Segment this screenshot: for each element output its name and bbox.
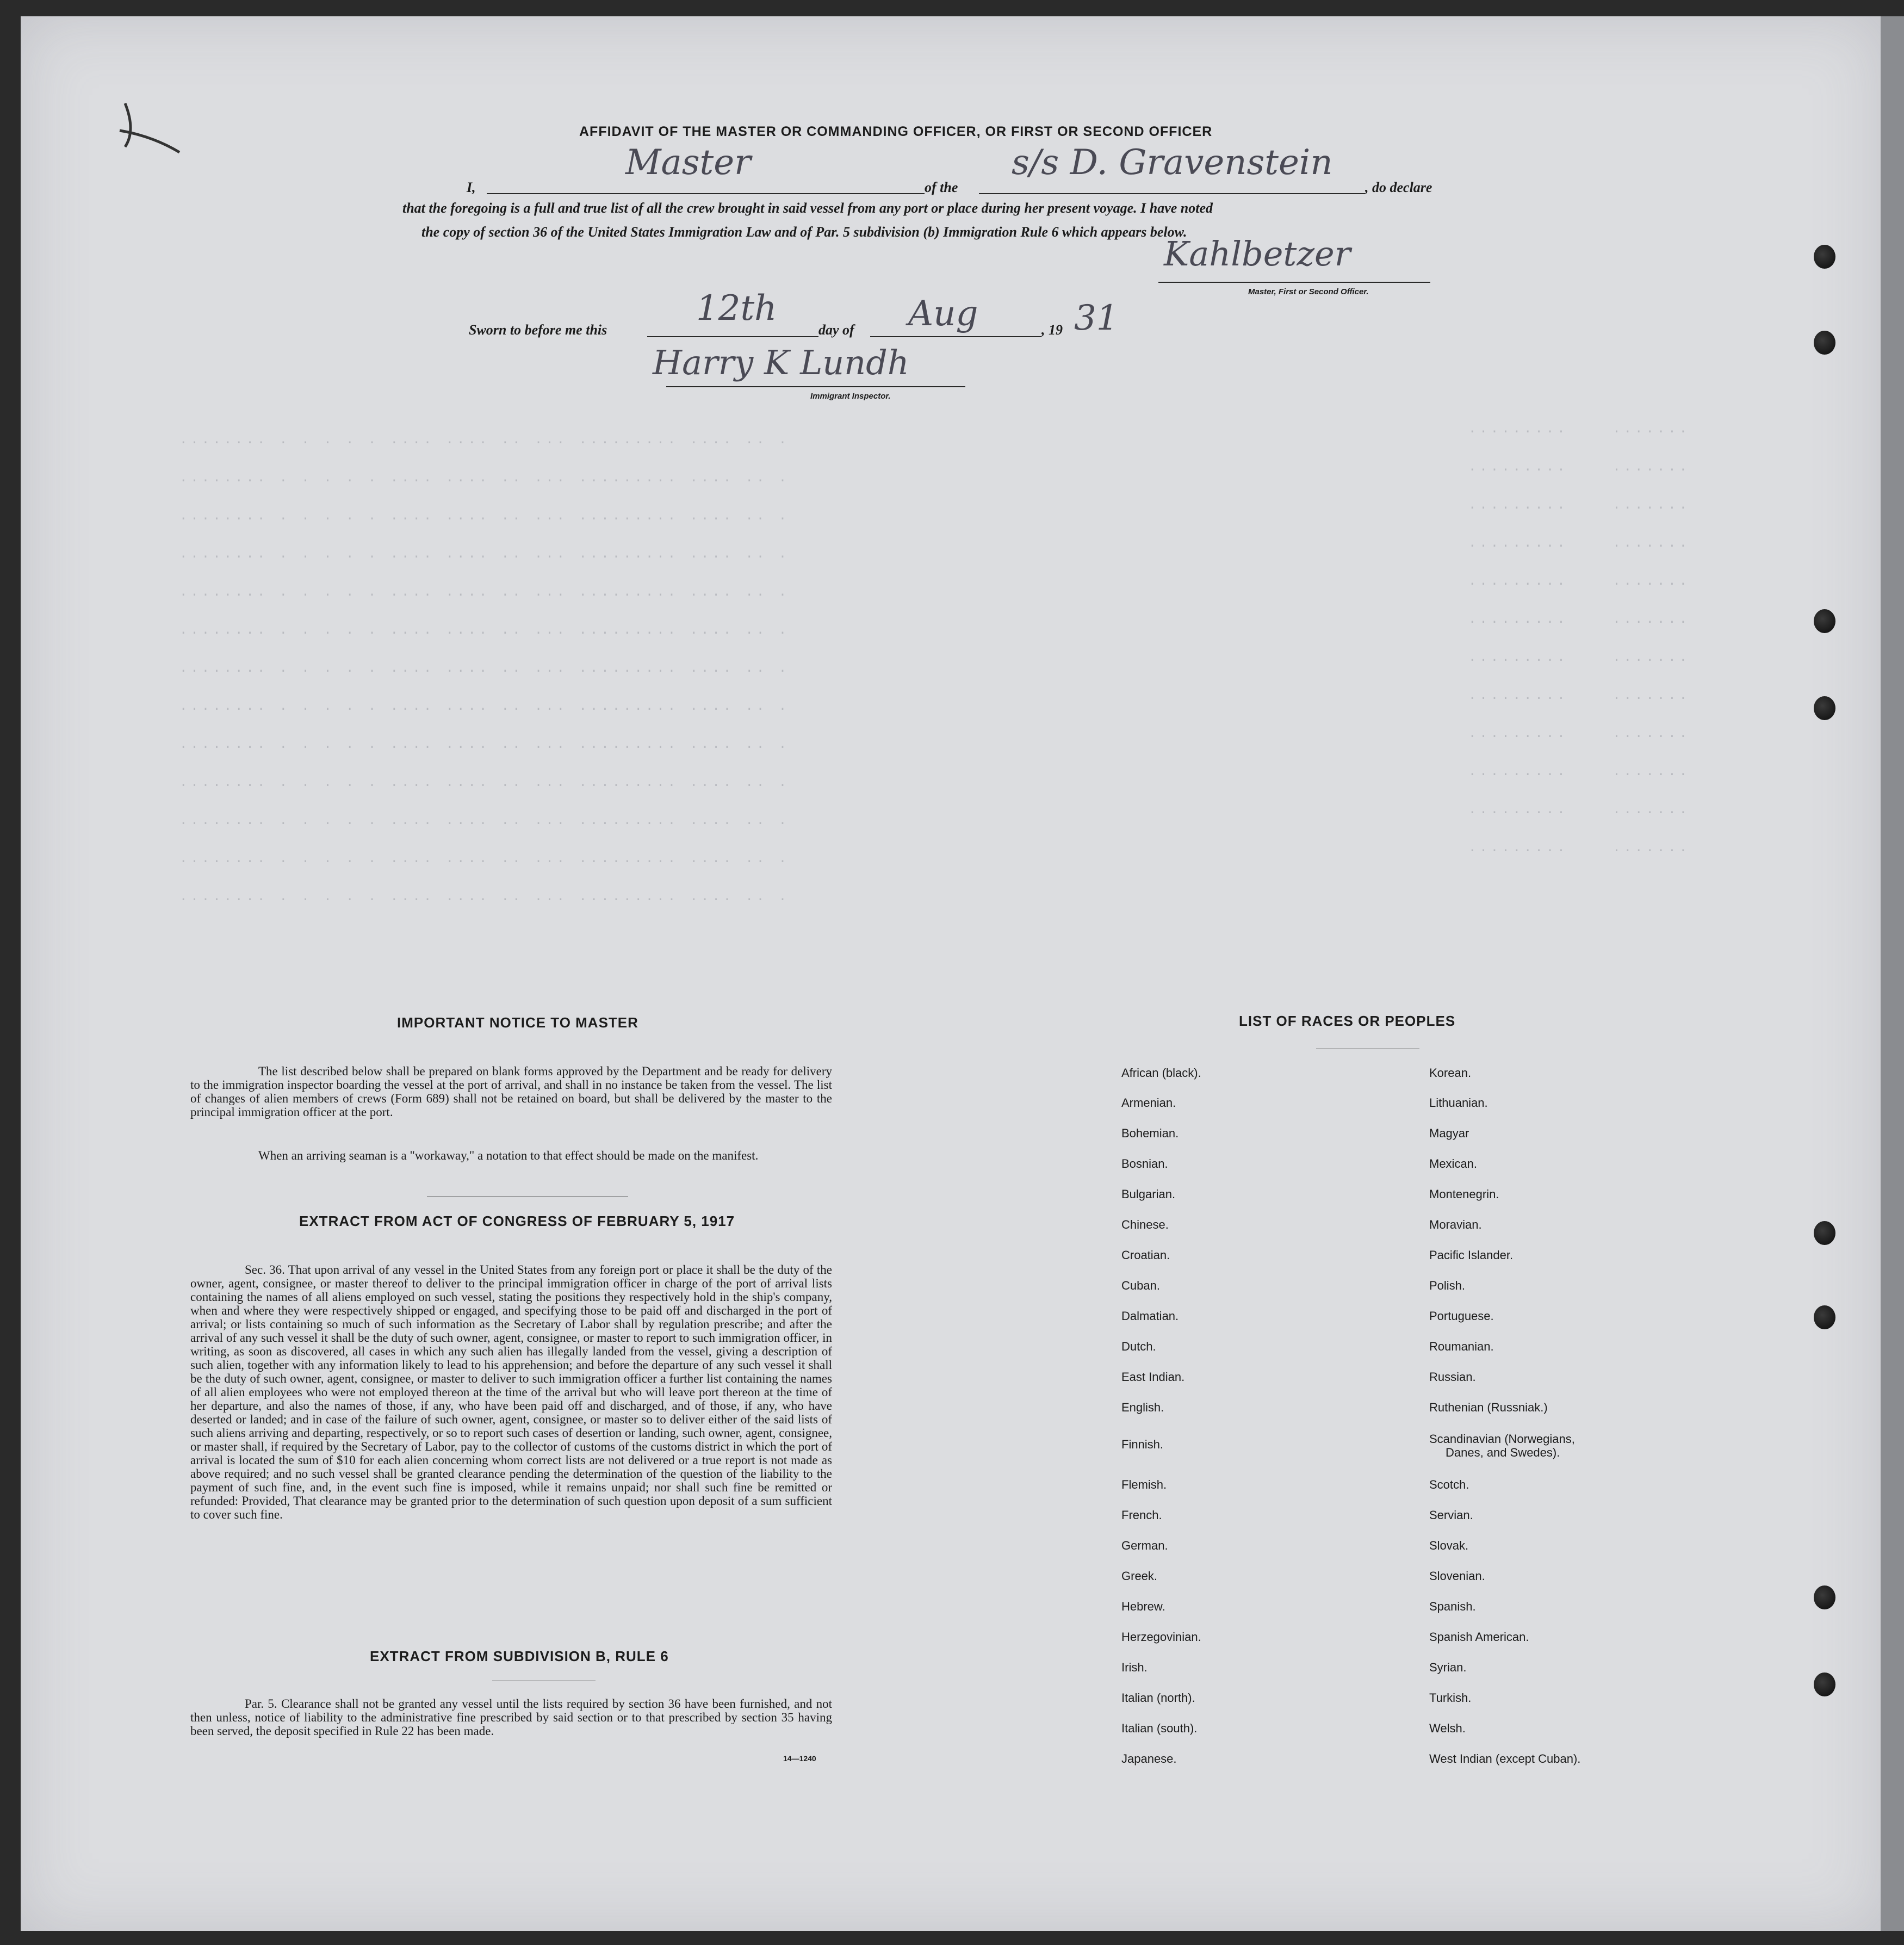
punch-hole — [1814, 1585, 1835, 1609]
race-item: Croatian. — [1121, 1248, 1170, 1262]
of-the-label: of the — [925, 179, 958, 195]
race-item: Dutch. — [1121, 1340, 1156, 1353]
race-item: Japanese. — [1121, 1752, 1177, 1766]
corner-mark-icon — [114, 98, 185, 158]
punch-hole — [1814, 609, 1835, 633]
do-declare-label: , do declare — [1365, 179, 1432, 195]
month-line — [870, 336, 1041, 337]
vessel-handwritten: s/s D. Gravenstein — [1012, 143, 1333, 183]
race-item: Polish. — [1429, 1279, 1466, 1292]
notice-paragraph-1: The list described below shall be prepared on blank forms approved by the Department and be ready for delivery to the immigration inspector boarding the vessel at the port of arrival, and shall in no instance be taken from the vessel. The list of changes of alien members of crews (Form 689) shall not be retained on board, but shall be delivered by the master to the principal immigration officer at the port. — [190, 1064, 832, 1119]
punch-hole — [1814, 1305, 1835, 1329]
race-item: Hebrew. — [1121, 1600, 1165, 1613]
notice-heading: IMPORTANT NOTICE TO MASTER — [397, 1014, 638, 1031]
race-item: Ruthenian (Russniak.) — [1429, 1401, 1548, 1414]
race-item: Italian (north). — [1121, 1691, 1195, 1705]
race-item: Dalmatian. — [1121, 1309, 1179, 1323]
race-item: Chinese. — [1121, 1218, 1169, 1231]
race-item: Herzegovinian. — [1121, 1630, 1201, 1644]
race-item: Bosnian. — [1121, 1157, 1168, 1170]
race-item: Bulgarian. — [1121, 1187, 1176, 1201]
affidavit-line-2: that the foregoing is a full and true list of all the crew brought in said vessel from any port or place during her present voyage. I have noted — [402, 200, 1213, 216]
affidavit-line-3: the copy of section 36 of the United States Immigration Law and of Par. 5 subdivision (b) Immigration Rule 6 which appears below. — [421, 224, 1187, 240]
inspector-caption: Immigrant Inspector. — [810, 392, 891, 401]
extract-act-text: Sec. 36. That upon arrival of any vessel in the United States from any foreign port or place it shall be the duty of the owner, agent, consignee, or master thereof to deliver to the principal immigration officer in charge of the port of arrival lists containing the names of all aliens employed on such vessel, stating the positions they respectively hold in the ship's company, when and where they were respectively shipped or engaged, and specifying those to be paid off and discharged in the port of arrival; or lists containing so much of such information as the Secretary of Labor shall by regulation prescribe; and after the arrival of any such vessel it shall be the duty of such owner, agent, consignee, or master to report to such immigration officer, in writing, as soon as discovered, all cases in which any such alien has illegally landed from the vessel, giving a description of such alien, together with any information likely to lead to his apprehension; and before the departure of any such vessel it shall be the duty of such owner, agent, consignee, or master to deliver to such immigration officer a further list containing the names of all alien employees who were not employed thereon at the time of the arrival but who will leave port thereon at the time of her departure, and also the names of those, if any, who have been paid off and discharged, and of those, if any, who have deserted or landed; and in case of the failure of such owner, agent, consignee, or master so to deliver either of the said lists of such aliens arriving and departing, respectively, or so to report such cases of desertion or landing, such owner, agent, consignee, or master shall, if required by the Secretary of Labor, pay to the collector of customs of the customs district in which the port of arrival is located the sum of $10 for each alien concerning whom correct lists are not delivered or a true report is not made as above required; and no such vessel shall be granted clearance pending the determination of the question of the liability to the payment of such fine, and, in the event such fine is imposed, while it remains unpaid; nor shall such fine be remitted or refunded: Provided, That clearance may be granted prior to the determination of such question upon deposit of a sum sufficient to cover such fine. — [190, 1263, 832, 1521]
race-item: Slovak. — [1429, 1539, 1469, 1552]
punch-hole — [1814, 696, 1835, 720]
officer-handwritten: Master — [625, 143, 751, 183]
punch-hole — [1814, 1673, 1835, 1696]
extract-act-heading: EXTRACT FROM ACT OF CONGRESS OF FEBRUARY 5, 1917 — [299, 1213, 735, 1229]
race-item: French. — [1121, 1508, 1162, 1522]
race-item: African (black). — [1121, 1066, 1201, 1080]
race-item: Bohemian. — [1121, 1126, 1179, 1140]
race-item: Turkish. — [1429, 1691, 1472, 1705]
race-item: Italian (south). — [1121, 1721, 1198, 1735]
race-item: Korean. — [1429, 1066, 1472, 1080]
sworn-label: Sworn to before me this — [469, 322, 607, 338]
race-item: German. — [1121, 1539, 1168, 1552]
year-handwritten: 31 — [1074, 298, 1119, 338]
race-item: Danes, and Swedes). — [1446, 1446, 1560, 1459]
extract-rule-heading: EXTRACT FROM SUBDIVISION B, RULE 6 — [370, 1648, 669, 1664]
race-item: Montenegrin. — [1429, 1187, 1499, 1201]
race-item: Scandinavian (Norwegians, — [1429, 1432, 1575, 1446]
race-item: Mexican. — [1429, 1157, 1478, 1170]
notice-paragraph-2: When an arriving seaman is a "workaway," a notation to that effect should be made on the manifest. — [258, 1149, 759, 1162]
race-item: Moravian. — [1429, 1218, 1482, 1231]
race-item: Slovenian. — [1429, 1569, 1485, 1583]
race-item: Scotch. — [1429, 1478, 1469, 1491]
race-item: East Indian. — [1121, 1370, 1185, 1384]
race-item: Finnish. — [1121, 1438, 1164, 1451]
race-item: Greek. — [1121, 1569, 1158, 1583]
race-item: Welsh. — [1429, 1721, 1466, 1735]
race-item: Magyar — [1429, 1126, 1469, 1140]
affidavit-title: AFFIDAVIT OF THE MASTER OR COMMANDING OFFICER, OR FIRST OR SECOND OFFICER — [579, 124, 1213, 139]
race-item: Servian. — [1429, 1508, 1473, 1522]
master-signature: Kahlbetzer — [1164, 234, 1351, 274]
race-item: Cuban. — [1121, 1279, 1160, 1292]
race-item: Syrian. — [1429, 1661, 1467, 1674]
bleed-through-right: ········· ······· ········· ······· ········· ······· ········· ······· ········· ······· ········· ······· ········· ······· ········· ······· ········· ······· ········· ······· ········· ······· ········· ······· — [1468, 425, 1691, 858]
races-heading: LIST OF RACES OR PEOPLES — [1239, 1013, 1456, 1029]
punch-hole — [1814, 245, 1835, 269]
month-handwritten: Aug — [908, 294, 978, 334]
form-number: 14—1240 — [783, 1754, 816, 1763]
race-item: Spanish American. — [1429, 1630, 1529, 1644]
extract-rule-text: Par. 5. Clearance shall not be granted any vessel until the lists required by section 36 have been furnished, and not then unless, notice of liability to the administrative fine prescribed by said section or to that prescribed by section 35 having been served, the deposit specified in Rule 22 has been made. — [190, 1697, 832, 1738]
race-item: Armenian. — [1121, 1096, 1176, 1110]
race-item: English. — [1121, 1401, 1164, 1414]
race-item: Flemish. — [1121, 1478, 1167, 1491]
race-item: Portuguese. — [1429, 1309, 1494, 1323]
race-item: Irish. — [1121, 1661, 1148, 1674]
race-item: Russian. — [1429, 1370, 1476, 1384]
punch-hole — [1814, 1221, 1835, 1245]
day-of-label: day of — [818, 322, 854, 338]
year-prefix: , 19 — [1041, 322, 1063, 338]
punch-hole — [1814, 331, 1835, 355]
vessel-line — [979, 193, 1365, 194]
day-handwritten: 12th — [696, 288, 777, 329]
race-item: Pacific Islander. — [1429, 1248, 1514, 1262]
master-signature-line — [1158, 282, 1430, 283]
officer-line — [487, 193, 925, 194]
race-item: Lithuanian. — [1429, 1096, 1488, 1110]
master-caption: Master, First or Second Officer. — [1248, 287, 1369, 296]
day-line — [647, 336, 818, 337]
race-item: West Indian (except Cuban). — [1429, 1752, 1581, 1766]
inspector-signature-line — [666, 386, 965, 387]
race-item: Roumanian. — [1429, 1340, 1494, 1353]
inspector-signature: Harry K Lundh — [653, 343, 909, 382]
race-item: Spanish. — [1429, 1600, 1476, 1613]
bleed-through-rows: ········ · · · · · ···· ···· ·· ··· ········· ···· ·· · ········ · · · · · ···· ···· ·· ··· ········· ···· ·· · ········ · · · · · ···· ···· ·· ··· ········· ···· ·· · ········ · · · · · ···· ···· ·· ··· ········· ···· ·· · ········ · · · · · ···· ···· ·· ··· ········· ···· ·· · ········ · · · · · ···· ···· ·· ··· ········· ···· ·· · ········ · · · · · ···· ···· ·· ··· ········· ···· ·· · ········ · · · · · ···· ···· ·· ··· ········· ···· ·· · ········ · · · · · ···· ···· ·· ··· ········· ···· ·· · ········ · · · · · ···· ···· ·· ··· ········· ···· ·· · ········ · · · · · ···· ···· ·· ··· ········· ···· ·· · ········ · · · · · ···· ···· ·· ··· ········· ···· ·· · ········ · · · · · ···· ···· ·· ··· ········· ···· ·· · — [179, 436, 790, 907]
i-label: I, — [467, 179, 476, 195]
scan-edge — [1881, 16, 1904, 1931]
